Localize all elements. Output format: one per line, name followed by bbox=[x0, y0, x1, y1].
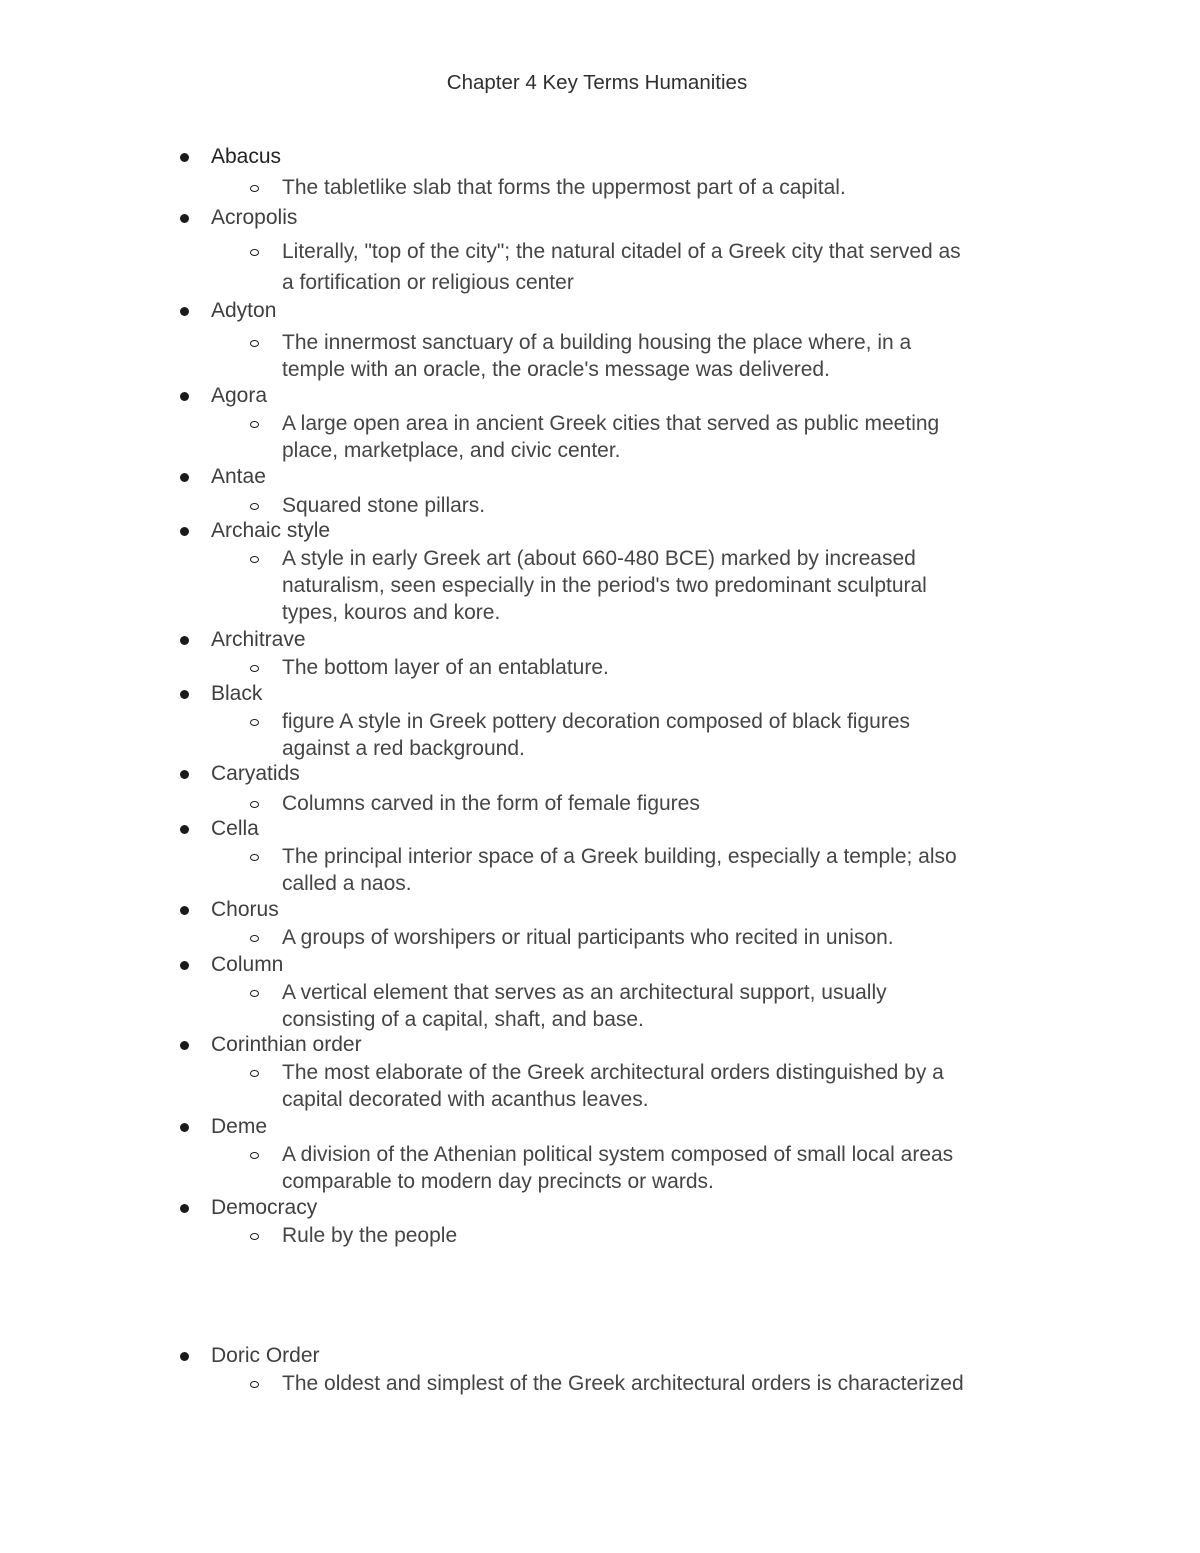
term-heading bbox=[211, 204, 297, 231]
definition-line: A groups of worshipers or ritual participants who recited in unison. bbox=[282, 926, 894, 949]
bullet-circle-icon bbox=[250, 854, 259, 861]
bullet-dot-icon bbox=[180, 825, 189, 834]
definition-line: comparable to modern day precincts or wards. bbox=[282, 1170, 714, 1193]
term-heading bbox=[211, 1342, 320, 1369]
term-definition bbox=[282, 329, 1052, 383]
term-heading bbox=[211, 815, 259, 842]
term-label: Antae bbox=[211, 465, 266, 488]
bullet-circle-icon bbox=[250, 1152, 259, 1159]
term-definition bbox=[282, 410, 1052, 464]
bullet-circle-icon bbox=[250, 556, 259, 563]
term-heading bbox=[211, 143, 281, 170]
term-label: Column bbox=[211, 953, 284, 976]
term-definition bbox=[282, 492, 1052, 519]
bullet-dot-icon bbox=[180, 1204, 189, 1213]
definition-line: capital decorated with acanthus leaves. bbox=[282, 1088, 649, 1111]
bullet-dot-icon bbox=[180, 906, 189, 915]
term-definition bbox=[282, 1370, 1052, 1397]
bullet-dot-icon bbox=[180, 527, 189, 536]
term-heading bbox=[211, 951, 283, 978]
bullet-dot-icon bbox=[180, 636, 189, 645]
bullet-circle-icon bbox=[250, 1381, 259, 1388]
definition-line: The tabletlike slab that forms the uppermost part of a capital. bbox=[282, 176, 846, 199]
term-heading bbox=[211, 382, 267, 409]
definition-line: The most elaborate of the Greek architectural orders distinguished by a bbox=[282, 1061, 944, 1084]
term-label: Archaic style bbox=[211, 519, 331, 542]
document-title: Chapter 4 Key Terms Humanities bbox=[446, 71, 748, 94]
definition-line: place, marketplace, and civic center. bbox=[282, 439, 621, 462]
term-heading bbox=[211, 760, 300, 787]
bullet-circle-icon bbox=[250, 185, 259, 192]
definition-line: naturalism, seen especially in the period's two predominant sculptural bbox=[282, 574, 927, 597]
definition-line: The innermost sanctuary of a building housing the place where, in a bbox=[282, 331, 912, 354]
definition-line: A vertical element that serves as an architectural support, usually bbox=[282, 981, 887, 1004]
term-definition bbox=[282, 708, 1052, 762]
term-label: Doric Order bbox=[211, 1344, 320, 1367]
term-label: Corinthian order bbox=[211, 1033, 362, 1056]
term-definition bbox=[282, 1141, 1052, 1195]
term-definition bbox=[282, 1059, 1052, 1113]
term-label: Caryatids bbox=[211, 762, 300, 785]
term-definition bbox=[282, 924, 1052, 951]
term-definition bbox=[282, 545, 1052, 626]
definition-line: Literally, "top of the city"; the natural citadel of a Greek city that served as bbox=[282, 240, 961, 263]
definition-line: consisting of a capital, shaft, and base. bbox=[282, 1008, 644, 1031]
term-label: Black bbox=[211, 682, 263, 705]
bullet-circle-icon bbox=[250, 340, 259, 347]
definition-line: A division of the Athenian political system composed of small local areas bbox=[282, 1143, 954, 1166]
term-definition bbox=[282, 174, 1052, 201]
definition-line: against a red background. bbox=[282, 737, 525, 760]
term-label: Democracy bbox=[211, 1196, 318, 1219]
term-label: Cella bbox=[211, 817, 259, 840]
term-heading bbox=[211, 1113, 267, 1140]
term-label: Agora bbox=[211, 384, 268, 407]
definition-line: A style in early Greek art (about 660-480 BCE) marked by increased bbox=[282, 547, 916, 570]
term-label: Adyton bbox=[211, 299, 277, 322]
term-definition bbox=[282, 790, 1052, 817]
bullet-circle-icon bbox=[250, 421, 259, 428]
term-heading bbox=[211, 1031, 362, 1058]
bullet-circle-icon bbox=[250, 935, 259, 942]
definition-line: Squared stone pillars. bbox=[282, 494, 486, 517]
definition-line: types, kouros and kore. bbox=[282, 601, 501, 624]
bullet-dot-icon bbox=[180, 1352, 189, 1361]
term-definition bbox=[282, 236, 1052, 298]
bullet-circle-icon bbox=[250, 801, 259, 808]
definition-line: a fortification or religious center bbox=[282, 271, 574, 294]
term-label: Acropolis bbox=[211, 206, 298, 229]
definition-line: The oldest and simplest of the Greek architectural orders is characterized bbox=[282, 1372, 964, 1395]
bullet-circle-icon bbox=[250, 719, 259, 726]
term-heading bbox=[211, 1194, 317, 1221]
definition-line: temple with an oracle, the oracle's message was delivered. bbox=[282, 358, 830, 381]
definition-line: Columns carved in the form of female figures bbox=[282, 792, 700, 815]
term-definition bbox=[282, 979, 1052, 1033]
term-label: Abacus bbox=[211, 145, 282, 168]
definition-line: figure A style in Greek pottery decoration composed of black figures bbox=[282, 710, 911, 733]
bullet-circle-icon bbox=[250, 1070, 259, 1077]
definition-line: called a naos. bbox=[282, 872, 412, 895]
bullet-circle-icon bbox=[250, 1233, 259, 1240]
bullet-circle-icon bbox=[250, 665, 259, 672]
bullet-dot-icon bbox=[180, 690, 189, 699]
bullet-dot-icon bbox=[180, 961, 189, 970]
definition-line: A large open area in ancient Greek cities that served as public meeting bbox=[282, 412, 940, 435]
term-heading bbox=[211, 517, 330, 544]
bullet-dot-icon bbox=[180, 214, 189, 223]
term-heading bbox=[211, 463, 266, 490]
term-definition bbox=[282, 843, 1052, 897]
bullet-dot-icon bbox=[180, 307, 189, 316]
bullet-dot-icon bbox=[180, 1123, 189, 1132]
bullet-circle-icon bbox=[250, 249, 259, 256]
term-definition bbox=[282, 1222, 1052, 1249]
bullet-dot-icon bbox=[180, 473, 189, 482]
definition-line: Rule by the people bbox=[282, 1224, 458, 1247]
bullet-dot-icon bbox=[180, 392, 189, 401]
term-definition bbox=[282, 654, 1052, 681]
term-label: Chorus bbox=[211, 898, 279, 921]
term-label: Architrave bbox=[211, 628, 306, 651]
term-heading bbox=[211, 626, 306, 653]
term-heading bbox=[211, 680, 262, 707]
term-label: Deme bbox=[211, 1115, 268, 1138]
definition-line: The principal interior space of a Greek building, especially a temple; also bbox=[282, 845, 957, 868]
bullet-dot-icon bbox=[180, 153, 189, 162]
term-heading bbox=[211, 297, 276, 324]
bullet-circle-icon bbox=[250, 990, 259, 997]
term-heading bbox=[211, 896, 279, 923]
bullet-circle-icon bbox=[250, 503, 259, 510]
bullet-dot-icon bbox=[180, 770, 189, 779]
definition-line: The bottom layer of an entablature. bbox=[282, 656, 609, 679]
bullet-dot-icon bbox=[180, 1041, 189, 1050]
